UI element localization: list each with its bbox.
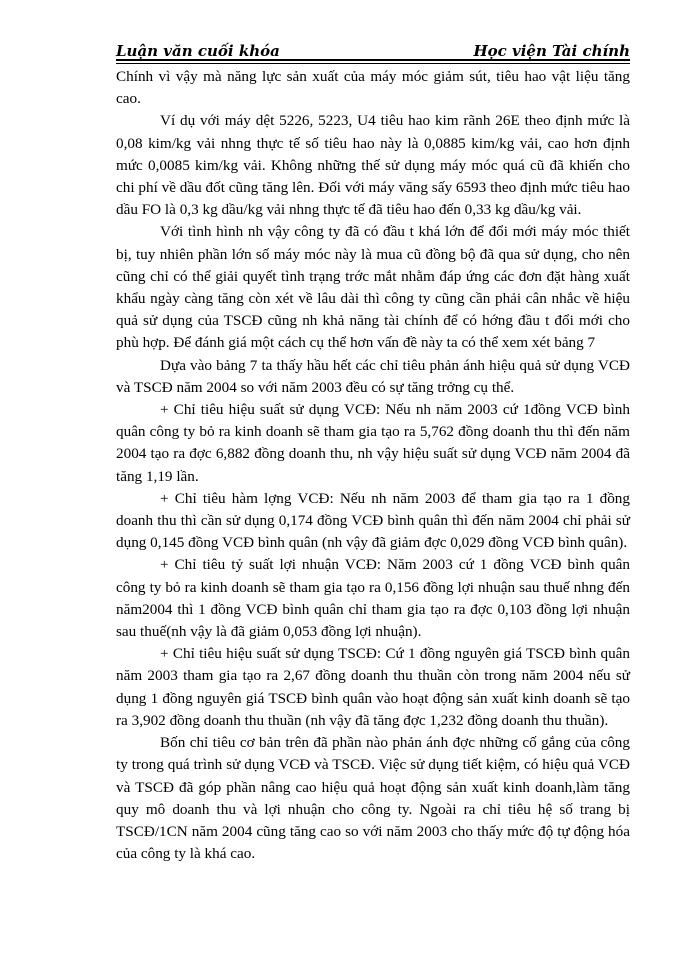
paragraph-fixed-capital-content: + Chỉ tiêu hàm lợng VCĐ: Nếu nh năm 2003 để tham gia tạo ra 1 đồng doanh thu thì cần sử dụng 0,174 đồng VCĐ bình quân thì đến năm 2004 chỉ phải sử dụng 0,145 đồng VCĐ bình quân (nh vậy đã giảm đợc 0,029 đồng VCĐ bình quân). bbox=[116, 489, 630, 552]
paragraph-continuation: Chính vì vậy mà năng lực sản xuất của máy móc giảm sút, tiêu hao vật liệu tăng cao. bbox=[116, 68, 630, 108]
paragraph-investment: Với tình hình nh vậy công ty đã có đầu t khá lớn để đổi mới máy móc thiết bị, tuy nhiên phần lớn số máy móc này là mua cũ đồng bộ đã qua sử dụng, cho nên cũng chỉ có thể giải quyết tình trạng trớc mắt nhằm đáp ứng các đơn đặt hàng xuất khẩu ngày càng tăng còn xét về lâu dài thì công ty cũng cần phải cân nhắc về hiệu quả sử dụng của TSCĐ cũng nh khả năng tài chính để có hớng đầu t đổi mới cho phù hợp. Để đánh giá một cách cụ thể hơn vấn đề này ta có thể xem xét bảng 7 bbox=[116, 223, 630, 352]
paragraph-table-intro: Dựa vào bảng 7 ta thấy hầu hết các chỉ tiêu phản ánh hiệu quả sử dụng VCĐ và TSCĐ năm 2004 so với năm 2003 đều có sự tăng trởng cụ thể. bbox=[116, 356, 630, 396]
paragraph-example: Ví dụ với máy dệt 5226, 5223, U4 tiêu hao kim rãnh 26E theo định mức là 0,08 kim/kg vải nhng thực tế số tiêu hao này là 0,0885 kim/kg vải, cao hơn định mức 0,0085 kim/kg vải. Không những thế sử dụng máy móc quá cũ đã khiến cho chi phí về dầu đốt cũng tăng lên. Đối với máy văng sấy 6593 theo định mức tiêu hao dầu FO là 0,3 kg dầu/kg vải nhng thực tế đã tiêu hao đến 0,33 kg dầu/kg vải. bbox=[116, 112, 630, 219]
header-rule-thick bbox=[116, 59, 630, 61]
paragraph-fixed-capital-efficiency: + Chỉ tiêu hiệu suất sử dụng VCĐ: Nếu nh năm 2003 cứ 1đồng VCĐ bình quân công ty bỏ ra kinh doanh sẽ tham gia tạo ra 5,762 đồng doanh thu thì đến năm 2004 tạo ra đợc 6,882 đồng doanh thu, nh vậy hiệu suất sử dụng VCĐ năm 2004 đã tăng 1,19 lần. bbox=[116, 401, 630, 485]
header-institution: Học viện Tài chính bbox=[473, 42, 630, 60]
header-thesis-title: Luận văn cuối khóa bbox=[116, 42, 280, 60]
paragraph-fixed-asset-efficiency: + Chỉ tiêu hiệu suất sử dụng TSCĐ: Cứ 1 đồng nguyên giá TSCĐ bình quân năm 2003 tham gia tạo ra 2,67 đồng doanh thu thuần còn trong năm 2004 nếu sử dụng 1 đồng nguyên giá TSCĐ bình quân vào hoạt động sản xuất kinh doanh sẽ tạo ra 3,902 đồng doanh thu thuần (nh vậy đã tăng đợc 1,232 đồng doanh thu thuần). bbox=[116, 645, 630, 729]
header-rule-thin bbox=[116, 63, 630, 64]
paragraph-fixed-capital-profit-rate: + Chỉ tiêu tỷ suất lợi nhuận VCĐ: Năm 2003 cứ 1 đồng VCĐ bình quân công ty bỏ ra kinh doanh sẽ tham gia tạo ra 0,156 đồng lợi nhuận sau thuế nhng đến năm2004 thì 1 đồng VCĐ bình quân chỉ tham gia tạo ra đợc 0,103 đồng lợi nhuận sau thuế(nh vậy là đã giảm 0,053 đồng lợi nhuận). bbox=[116, 556, 630, 641]
paragraph-conclusion: Bốn chỉ tiêu cơ bản trên đã phần nào phản ánh đợc những cố gắng của công ty trong quá trình sử dụng VCĐ và TSCĐ. Việc sử dụng tiết kiệm, có hiệu quả VCĐ và TSCĐ đã góp phần nâng cao hiệu quả hoạt động sản xuất kinh doanh,làm tăng quy mô doanh thu và lợi nhuận cho công ty. Ngoài ra chỉ tiêu hệ số trang bị TSCĐ/1CN năm 2004 cũng tăng cao so với năm 2003 cho thấy mức độ tự động hóa của công ty là khá cao. bbox=[116, 734, 630, 863]
document-body bbox=[116, 66, 630, 865]
